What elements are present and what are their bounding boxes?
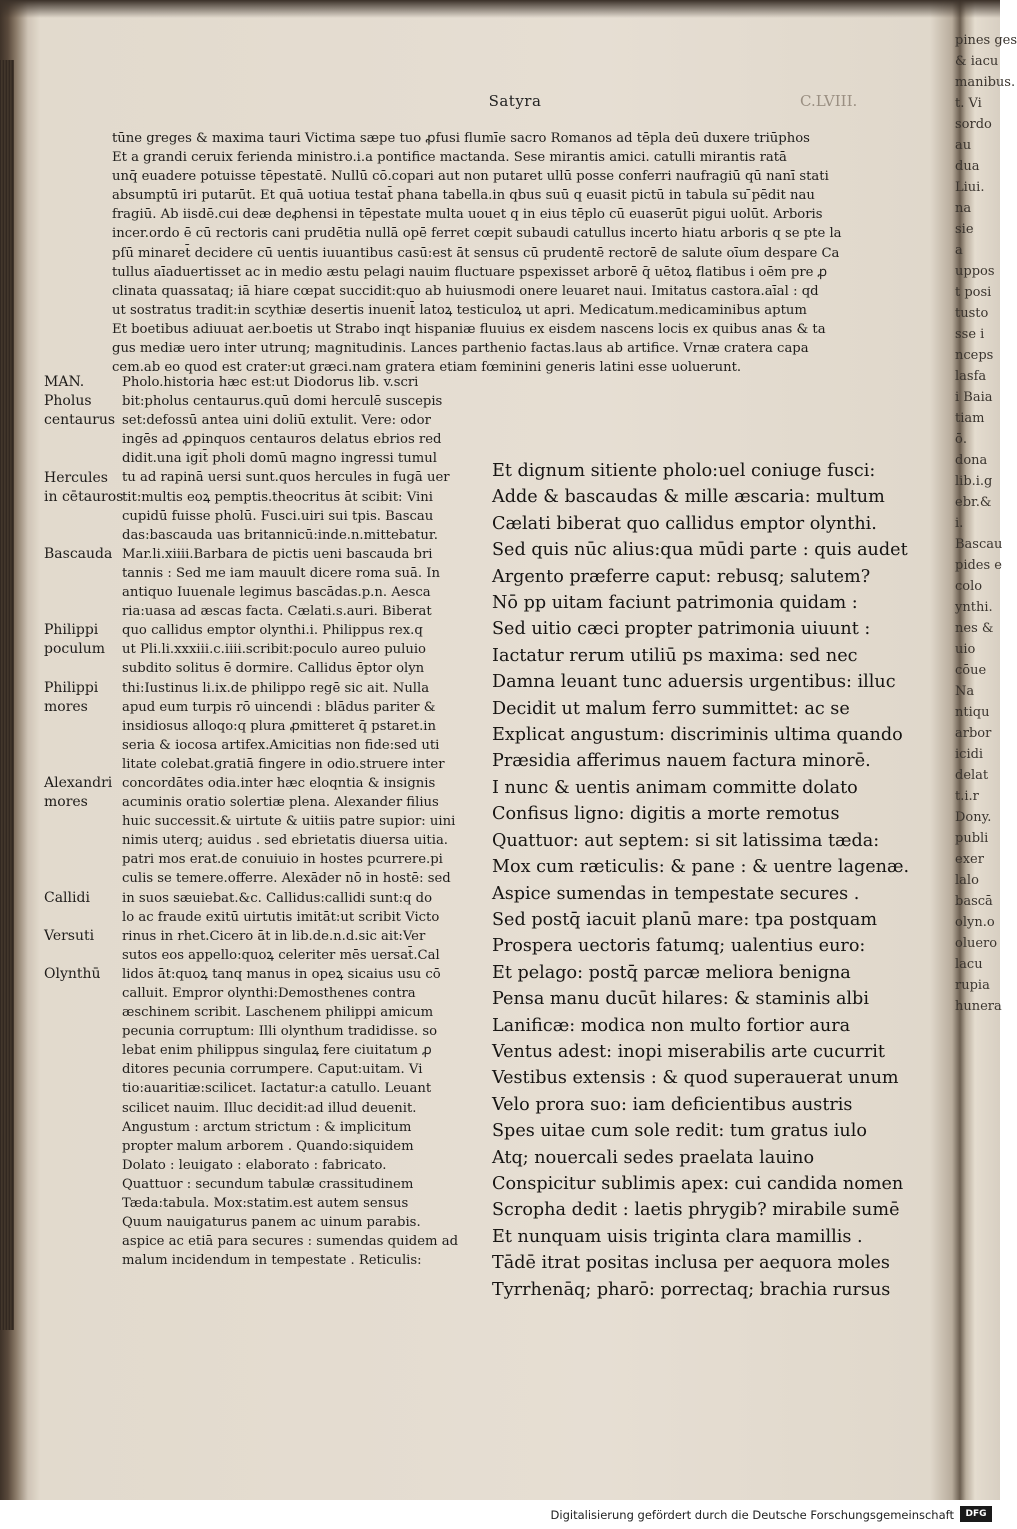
verse-line: Tādē itrat positas inclusa per aequora moles bbox=[492, 1253, 890, 1274]
commentary-line: culis se temere.offerre. Alexāder nō in hostē: sed bbox=[122, 871, 451, 887]
bleed-line: ō. bbox=[955, 432, 967, 447]
margin-note: Philippi bbox=[44, 622, 99, 639]
bleed-line: i. bbox=[955, 516, 964, 531]
verse-line: Atq; nouercali sedes praelata lauino bbox=[492, 1147, 815, 1168]
verse-line: Explicat angustum: discriminis ultima quando bbox=[492, 725, 903, 746]
commentary-column bbox=[122, 373, 492, 1270]
bleed-line: lasfa bbox=[955, 369, 987, 384]
commentary-line: nimis uterq; auidus . sed ebrietatis diuersa uitia. bbox=[122, 833, 449, 849]
commentary-line: scilicet nauim. Illuc decidit:ad illud deuenit. bbox=[122, 1100, 417, 1116]
commentary-line: ingēs ad ꝓpinquos centauros delatus ebrios red bbox=[122, 432, 442, 448]
text-line: Et a grandi ceruix ferienda ministro.i.a pontifice mactanda. Sese mirantis amici. catulli mirantis ratā bbox=[112, 150, 787, 166]
commentary-line: concordātes odia.inter hæc eloqntia & insignis bbox=[122, 775, 436, 791]
bleed-line: uio bbox=[955, 642, 976, 657]
bleed-line: cōue bbox=[955, 663, 987, 678]
bleed-line: sie bbox=[955, 222, 974, 237]
commentary-line: das:bascauda uas britannicū:inde.n.mittebatur. bbox=[122, 527, 438, 543]
footer-credit: Digitalisierung gefördert durch die Deutsche Forschungsgemeinschaft bbox=[550, 1508, 954, 1522]
verse-line: Mox cum ræticulis: & pane : & uentre lagenæ. bbox=[492, 857, 910, 878]
text-line: absumptū iri putarūt. Et quā uotiua testat̄ phana tabella.in qbus suū q euasit pictū in tabula su ̄pēdit nau bbox=[112, 188, 815, 204]
text-line: gus mediæ uero inter utrunq; magnitudinis. Lances parthenio factas.laus ab artifice. Vrnæ cratera capa bbox=[112, 341, 809, 357]
facing-page-bleed bbox=[955, 30, 1017, 1290]
bleed-line: arbor bbox=[955, 726, 992, 741]
verse-line: Pensa manu ducūt hilares: & staminis albi bbox=[492, 989, 869, 1010]
footer-bar bbox=[0, 1500, 1000, 1529]
commentary-line: malum incidendum in tempestate . Reticulis: bbox=[122, 1253, 422, 1269]
bleed-line: Na bbox=[955, 684, 975, 699]
bleed-line: lalo bbox=[955, 873, 979, 888]
commentary-line: propter malum arborem . Quando:siquidem bbox=[122, 1138, 414, 1154]
bleed-line: au bbox=[955, 138, 972, 153]
verse-line: Cælati biberat quo callidus emptor olynthi. bbox=[492, 513, 877, 534]
commentary-line: acuminis oratio solertiæ plena. Alexander filius bbox=[122, 795, 439, 811]
commentary-line: Tæda:tabula. Mox:statim.est autem sensus bbox=[122, 1196, 409, 1212]
commentary-line: seria & iocosa artifex.Amicitias non fide:sed uti bbox=[122, 737, 440, 753]
commentary-line: calluit. Empror olynthi:Demosthenes contra bbox=[122, 986, 416, 1001]
bleed-line: hunera bbox=[955, 999, 1002, 1014]
verse-line: Argento præferre caput: rebusq; salutem? bbox=[492, 566, 871, 587]
bleed-line: ynthi. bbox=[955, 600, 993, 615]
bleed-line: nceps bbox=[955, 348, 994, 363]
margin-note: MAN. bbox=[44, 374, 85, 390]
commentary-line: Quattuor : secundum tabulæ crassitudinem bbox=[122, 1176, 414, 1192]
commentary-line: litate colebat.gratiā fingere in odio.struere inter bbox=[122, 756, 445, 772]
verse-line: Prospera uectoris fatumq; ualentius euro: bbox=[492, 936, 866, 957]
verse-line: Et nunquam uisis triginta clara mamillis . bbox=[492, 1226, 863, 1247]
commentary-line: Mar.li.xiiii.Barbara de pictis ueni bascauda bri bbox=[122, 546, 433, 562]
text-line: tūne greges & maxima tauri Victima sæpe tuo ꝓfusi flumīe sacro Romanos ad tēpla deū duxere triūphos bbox=[112, 131, 810, 146]
bleed-line: sordo bbox=[955, 117, 992, 132]
text-line: ut sostratus tradit:in scythiæ desertis inuenit̄ latoꝝ testiculoꝝ ut apri. Medicatum.medicaminibus aptum bbox=[112, 302, 807, 318]
commentary-line: thi:Iustinus li.ix.de philippo regē sic ait. Nulla bbox=[122, 680, 430, 696]
verse-line: Scropha dedit : laetis phrygib? mirabile sumē bbox=[492, 1200, 900, 1221]
commentary-line: ria:uasa ad æscas facta. Cælati.s.auri. Biberat bbox=[122, 604, 432, 620]
bleed-line: oluero bbox=[955, 936, 998, 951]
bleed-line: t.i.r bbox=[955, 789, 979, 804]
margin-note: Pholus bbox=[44, 393, 92, 410]
commentary-line: æschinem scribit. Laschenem philippi amicum bbox=[122, 1005, 434, 1021]
commentary-line: didit.una igit̄ pholi domū magno ingressi tumul bbox=[122, 451, 437, 467]
running-head: Satyra bbox=[488, 92, 542, 110]
commentary-line: sutos eos appello:quoꝝ celeriter mēs uersat̄.Cal bbox=[122, 947, 440, 963]
margin-note: mores bbox=[44, 794, 88, 811]
bleed-line: pides e bbox=[955, 558, 1002, 573]
margin-note: poculum bbox=[44, 641, 106, 658]
verse-line: Decidit ut malum ferro summittet: ac se bbox=[492, 698, 850, 719]
bleed-line: icidi bbox=[955, 747, 984, 762]
commentary-line: Angustum : arctum strictum : & implicitum bbox=[122, 1119, 412, 1135]
bleed-line: lib.i.g bbox=[955, 474, 993, 489]
verse-line: Sed uitio cæci propter patrimonia uiuunt : bbox=[492, 619, 871, 640]
commentary-line: bit:pholus centaurus.quū domi herculē suscepis bbox=[122, 394, 443, 410]
commentary-line: cupidū fuisse pholū. Fusci.uiri sui tpis. Bascau bbox=[122, 508, 434, 524]
verse-line: Damna leuant tunc aduersis urgentibus: illuc bbox=[492, 672, 896, 693]
verse-line: I nunc & uentis animam committe dolato bbox=[492, 777, 858, 798]
bleed-line: bascā bbox=[955, 894, 993, 909]
ghost-folio: C.LVIII. bbox=[800, 92, 858, 110]
text-line: tullus aīaduertisset ac in medio æstu pelagi nauim fluctuare pspexisset arborē q̄ uētoꝝ flatibus i oēm pre ꝓ bbox=[112, 264, 828, 280]
verse-column bbox=[492, 458, 912, 1303]
bleed-line: a bbox=[955, 243, 963, 258]
commentary-line: rinus in rhet.Cicero āt in lib.de.n.d.sic ait:Ver bbox=[122, 928, 426, 944]
bleed-line: colo bbox=[955, 579, 983, 594]
bleed-line: i Baia bbox=[955, 390, 993, 405]
commentary-line: in suos sæuiebat.&c. Callidus:callidi sunt:q do bbox=[122, 890, 433, 906]
bleed-line: tiam bbox=[955, 411, 985, 426]
text-line: Et boetibus adiuuat aer.boetis ut Strabo inqt hispaniæ fluuius ex eisdem nascens locis ex quibus anas & ta bbox=[112, 321, 826, 337]
bleed-line: ntiqu bbox=[955, 705, 990, 720]
commentary-line: tannis : Sed me iam mauult dicere roma suā. In bbox=[122, 565, 440, 581]
commentary-line: insidiosus alloqo:q plura ꝓmitteret q̄ pstaret.in bbox=[122, 718, 436, 734]
margin-note: in cētauros bbox=[44, 488, 124, 505]
text-line: fragiū. Ab iisdē.cui deæ deꝓhensi in tēpestate multa uouet q in eius tēplo cū euaserūt pigui uolūt. Arboris bbox=[112, 207, 823, 223]
verse-line: Adde & bascaudas & mille æscaria: multum bbox=[492, 487, 885, 508]
margin-note: Bascauda bbox=[44, 545, 113, 562]
page-stack-edge bbox=[0, 60, 14, 1330]
margin-note: mores bbox=[44, 698, 88, 715]
commentary-line: Quum nauigaturus panem ac uinum parabis. bbox=[122, 1215, 421, 1231]
text-line: clinata quassataq; iā hiare cœpat succidit:quo ab huiusmodi onere leuaret naui. Imitatus castora.aīal : qd bbox=[112, 283, 819, 299]
commentary-line: lebat enim philippus singulaꝝ fere ciuitatum ꝓ bbox=[122, 1043, 432, 1059]
margin-note: centaurus bbox=[44, 412, 116, 429]
margin-note: Olynthū bbox=[44, 966, 101, 983]
bleed-line: sse i bbox=[955, 327, 985, 342]
bleed-line: pines ges bbox=[955, 33, 1017, 48]
commentary-line: tu ad rapinā uersi sunt.quos hercules in fugā uer bbox=[122, 470, 450, 486]
bleed-line: dua bbox=[955, 159, 980, 174]
commentary-line: patri mos erat.de conuiuio in hostes pcurrere.pi bbox=[122, 852, 443, 868]
verse-line: Sed quis nūc alius:qua mūdi parte : quis audet bbox=[492, 540, 908, 561]
verse-line: Spes uitae cum sole redit: tum gratus iulo bbox=[492, 1121, 867, 1142]
bleed-line: publi bbox=[955, 831, 989, 846]
text-line: unq̄ euadere potuisse tēpestatē. Nullū cō.copari aut non putaret ullū posse conferri naufragiū qū nanī stati bbox=[112, 169, 829, 185]
commentary-line: Dolato : leuigato : elaborato : fabricato. bbox=[122, 1157, 387, 1173]
commentary-line: antiquo Iuuenale legimus bascādas.p.n. Aesca bbox=[122, 585, 431, 601]
verse-line: Tyrrhenāq; pharō: porrectaq; brachia rursus bbox=[492, 1279, 891, 1300]
commentary-line: aspice ac etiā para secures : sumendas quidem ad bbox=[122, 1234, 459, 1250]
bleed-line: exer bbox=[955, 852, 984, 867]
verse-line: Lanificæ: modica non multo fortior aura bbox=[492, 1015, 851, 1036]
commentary-line: set:defossū antea uini doliū extulit. Vere: odor bbox=[122, 413, 431, 429]
margin-note: Philippi bbox=[44, 679, 99, 696]
verse-line: Quattuor: aut septem: si sit latissima tæda: bbox=[492, 830, 880, 851]
bleed-line: rupia bbox=[955, 978, 990, 993]
commentary-line: tio:auaritiæ:scilicet. Iactatur:a catullo. Leuant bbox=[122, 1081, 432, 1097]
commentary-line: subdito solitus ē dormire. Callidus ēptor olyn bbox=[122, 661, 425, 677]
text-line: cem.ab eo quod est crater:ut græci.nam gratera etiam fœminini generis latini esse uoluerunt. bbox=[112, 360, 742, 376]
verse-line: Vestibus extensis : & quod superauerat unum bbox=[492, 1068, 899, 1089]
verse-line: Sed postq̄ iacuit planū mare: tpa postquam bbox=[492, 909, 878, 930]
commentary-line: apud eum turpis rō uincendi : blādus pariter & bbox=[122, 699, 436, 715]
text-line: pſū minaret̄ decidere cū uentis iuuantibus casū:est āt sensus cū prudentē rectorē de salute oīum despare Ca bbox=[112, 245, 840, 261]
bleed-line: dona bbox=[955, 453, 988, 468]
page-top-shadow bbox=[0, 0, 1000, 18]
bleed-line: delat bbox=[955, 768, 989, 783]
bleed-line: Bascau bbox=[955, 537, 1003, 552]
bleed-line: uppos bbox=[955, 264, 995, 279]
verse-line: Aspice sumendas in tempestate secures . bbox=[492, 883, 860, 904]
commentary-line: Pholo.historia hæc est:ut Diodorus lib. v.scri bbox=[122, 375, 419, 390]
commentary-line: lo ac fraude exitū uirtutis imitāt:ut scribit Victo bbox=[122, 909, 440, 925]
commentary-line: lidos āt:quoꝝ tanq manus in opeꝝ sicaius usu cō bbox=[122, 966, 441, 982]
bleed-line: na bbox=[955, 201, 972, 216]
verse-line: Confisus ligno: digitis a morte remotus bbox=[492, 804, 840, 825]
dfg-logo-icon: DFG bbox=[960, 1506, 992, 1522]
bleed-line: olyn.o bbox=[955, 915, 995, 930]
text-line: incer.ordo ē cū rectoris cani prudētia nullā opē ferret cœpit subaudi catullus incerto hiatu arboris q se pte la bbox=[112, 226, 842, 242]
commentary-line: huic successit.& uirtute & uitiis patre supior: uini bbox=[122, 814, 456, 830]
verse-line: Et pelago: postq̄ parcæ meliora benigna bbox=[492, 962, 851, 983]
margin-note: Versuti bbox=[44, 927, 95, 944]
verse-line: Et dignum sitiente pholo:uel coniuge fusci: bbox=[492, 461, 876, 481]
bleed-line: Liui. bbox=[955, 180, 985, 195]
main-commentary-block bbox=[112, 129, 912, 377]
margin-note: Hercules bbox=[44, 469, 108, 486]
bleed-line: manibus. bbox=[955, 75, 1016, 90]
margin-note: Alexandri bbox=[44, 775, 113, 792]
bleed-line: nes & bbox=[955, 621, 994, 636]
bleed-line: t. Vi bbox=[955, 96, 982, 111]
bleed-line: & iacu bbox=[955, 54, 999, 69]
verse-line: Iactatur rerum utiliū ps maxima: sed nec bbox=[492, 645, 858, 666]
bleed-line: tusto bbox=[955, 306, 989, 321]
commentary-line: pecunia corruptum: Illi olynthum tradidisse. so bbox=[122, 1024, 438, 1040]
commentary-line: quo callidus emptor olynthi.i. Philippus rex.q bbox=[122, 623, 423, 639]
margin-note: Callidi bbox=[44, 889, 90, 906]
verse-line: Præsidia afferimus nauem factura minorē. bbox=[492, 751, 871, 772]
bleed-line: lacu bbox=[955, 957, 983, 972]
commentary-line: tit:multis eoꝝ pemptis.theocritus āt scibit: Vini bbox=[122, 489, 433, 505]
commentary-line: ditores pecunia corrumpere. Caput:uitam. Vi bbox=[122, 1062, 423, 1078]
bleed-line: ebr.& bbox=[955, 495, 992, 510]
verse-line: Ventus adest: inopi miserabilis arte cucurrit bbox=[492, 1041, 885, 1062]
bleed-line: Dony. bbox=[955, 810, 992, 825]
verse-line: Conspicitur sublimis apex: cui candida nomen bbox=[492, 1173, 904, 1194]
verse-line: Velo prora suo: iam deficientibus austris bbox=[492, 1094, 853, 1115]
commentary-line: ut Pli.li.xxxiii.c.iiii.scribit:poculo aureo puluio bbox=[122, 642, 426, 658]
verse-line: Nō pp uitam faciunt patrimonia quidam : bbox=[492, 593, 858, 614]
bleed-line: t posi bbox=[955, 285, 992, 300]
